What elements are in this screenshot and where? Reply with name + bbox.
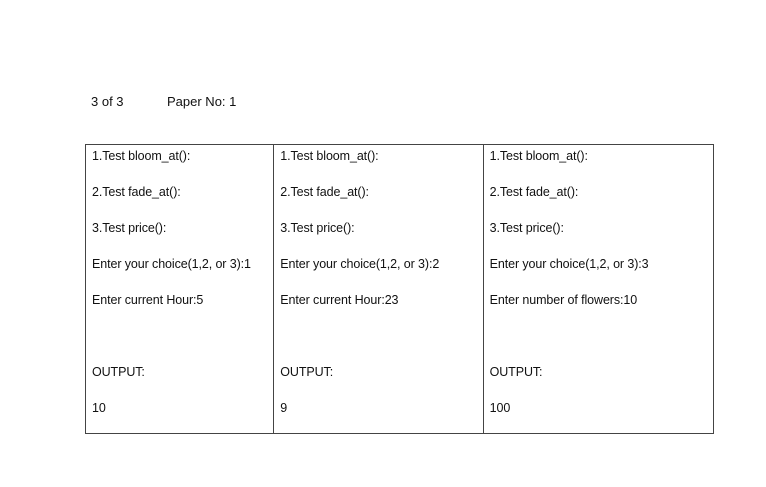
- output-label: OUTPUT:: [92, 365, 145, 379]
- output-label: OUTPUT:: [280, 365, 334, 379]
- menu-option-3: 3.Test price():: [280, 221, 355, 235]
- paper-number: Paper No: 1: [167, 94, 237, 109]
- choice-prompt: Enter your choice(1,2, or 3):3: [489, 257, 649, 271]
- input-prompt: Enter number of flowers:10: [489, 293, 638, 307]
- run-cell-3: [483, 145, 713, 434]
- menu-option-2: 2.Test fade_at():: [280, 185, 369, 199]
- run-cell-2: [274, 145, 483, 434]
- output-label: OUTPUT:: [489, 365, 543, 379]
- menu-option-1: 1.Test bloom_at():: [280, 149, 379, 163]
- page-indicator: 3 of 3: [91, 94, 124, 109]
- output-value: 10: [92, 401, 106, 415]
- input-prompt: Enter current Hour:23: [280, 293, 399, 307]
- choice-prompt: Enter your choice(1,2, or 3):1: [92, 257, 251, 271]
- menu-option-2: 2.Test fade_at():: [92, 185, 181, 199]
- choice-prompt: Enter your choice(1,2, or 3):2: [280, 257, 440, 271]
- menu-option-3: 3.Test price():: [92, 221, 167, 235]
- menu-option-3: 3.Test price():: [489, 221, 564, 235]
- table-row: [86, 145, 714, 434]
- test-runs-table: [85, 144, 714, 434]
- run-cell-1: [86, 145, 274, 434]
- output-value: 9: [280, 401, 288, 415]
- menu-option-1: 1.Test bloom_at():: [92, 149, 191, 163]
- menu-option-1: 1.Test bloom_at():: [489, 149, 588, 163]
- input-prompt: Enter current Hour:5: [92, 293, 204, 307]
- output-value: 100: [489, 401, 511, 415]
- menu-option-2: 2.Test fade_at():: [489, 185, 579, 199]
